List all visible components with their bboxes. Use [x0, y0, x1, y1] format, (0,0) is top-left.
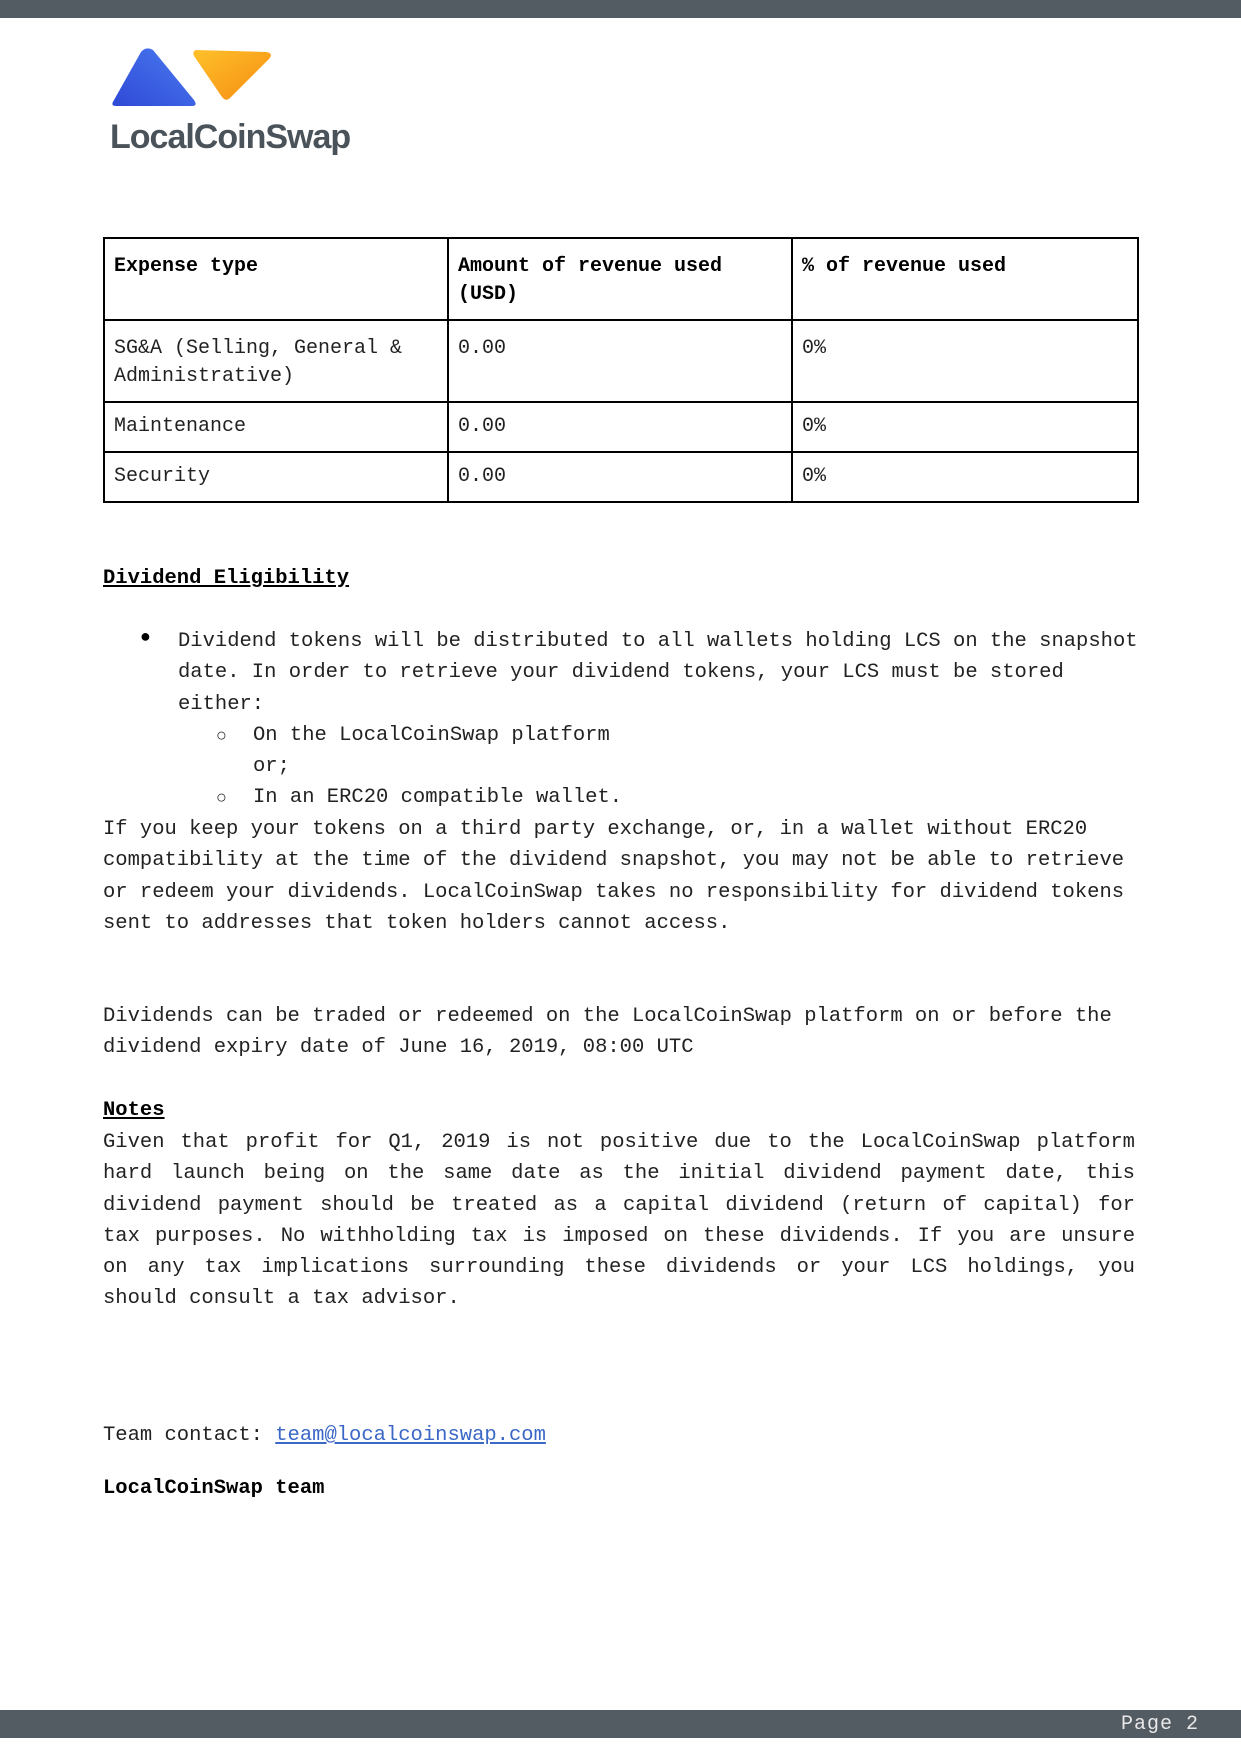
table-cell: SG&A (Selling, General & Administrative)	[104, 320, 448, 402]
expense-table	[103, 237, 1139, 503]
table-cell: 0%	[792, 320, 1138, 402]
table-cell: Security	[104, 452, 448, 502]
eligibility-paragraph: If you keep your tokens on a third party exchange, or, in a wallet without ERC20 compatibility at the time of the dividend snapshot, you may not be able to retrieve or redeem your dividends. LocalCoinSwap takes no responsibility for dividend tokens sent to addresses that token holders cannot access.	[103, 818, 1137, 935]
sub-item-text: On the LocalCoinSwap platform	[253, 724, 610, 747]
signoff: LocalCoinSwap team	[103, 1477, 325, 1500]
eligibility-bullet-text: Dividend tokens will be distributed to all wallets holding LCS on the snapshot date. In order to retrieve your dividend tokens, your LCS must be stored either:	[178, 630, 1138, 716]
dividend-eligibility-heading: Dividend Eligibility	[103, 567, 350, 590]
table-header-cell: Expense type	[104, 238, 448, 320]
table-cell: 0%	[792, 402, 1138, 452]
notes-paragraph: Given that profit for Q1, 2019 is not positive due to the LocalCoinSwap platform hard launch being on the same date as the initial dividend payment date, this dividend payment should be treated as a capital dividend (return of capital) for tax purposes. No withholding tax is imposed on these dividends. If you are unsure on any tax implications surrounding these dividends or your LCS holdings, you should consult a tax advisor.	[103, 1131, 1135, 1311]
table-row	[104, 402, 1138, 452]
table-row	[104, 452, 1138, 502]
table-cell: 0%	[792, 452, 1138, 502]
header-bar	[0, 0, 1241, 18]
team-contact	[103, 1424, 546, 1447]
table-cell: 0.00	[448, 320, 792, 402]
table-row	[104, 320, 1138, 402]
sub-item-text: or;	[253, 755, 290, 778]
contact-email-link[interactable]: team@localcoinswap.com	[275, 1424, 546, 1447]
footer-bar	[0, 1710, 1241, 1738]
table-cell: 0.00	[448, 452, 792, 502]
sub-item-text: In an ERC20 compatible wallet.	[253, 786, 623, 809]
contact-label: Team contact:	[103, 1424, 276, 1447]
page-number: Page 2	[1120, 1713, 1199, 1736]
bullet-icon: ●	[140, 628, 151, 648]
sub-bullet-icon: ○	[216, 789, 227, 809]
table-cell: 0.00	[448, 402, 792, 452]
table-cell: Maintenance	[104, 402, 448, 452]
table-header-cell: Amount of revenue used (USD)	[448, 238, 792, 320]
notes-heading: Notes	[103, 1099, 165, 1122]
table-header-row	[104, 238, 1138, 320]
expiry-paragraph: Dividends can be traded or redeemed on the LocalCoinSwap platform on or before the dividend expiry date of June 16, 2019, 08:00 UTC	[103, 1005, 1125, 1060]
logo-wordmark: LocalCoinSwap	[110, 118, 351, 156]
sub-bullet-icon: ○	[216, 727, 227, 747]
table-header-cell: % of revenue used	[792, 238, 1138, 320]
